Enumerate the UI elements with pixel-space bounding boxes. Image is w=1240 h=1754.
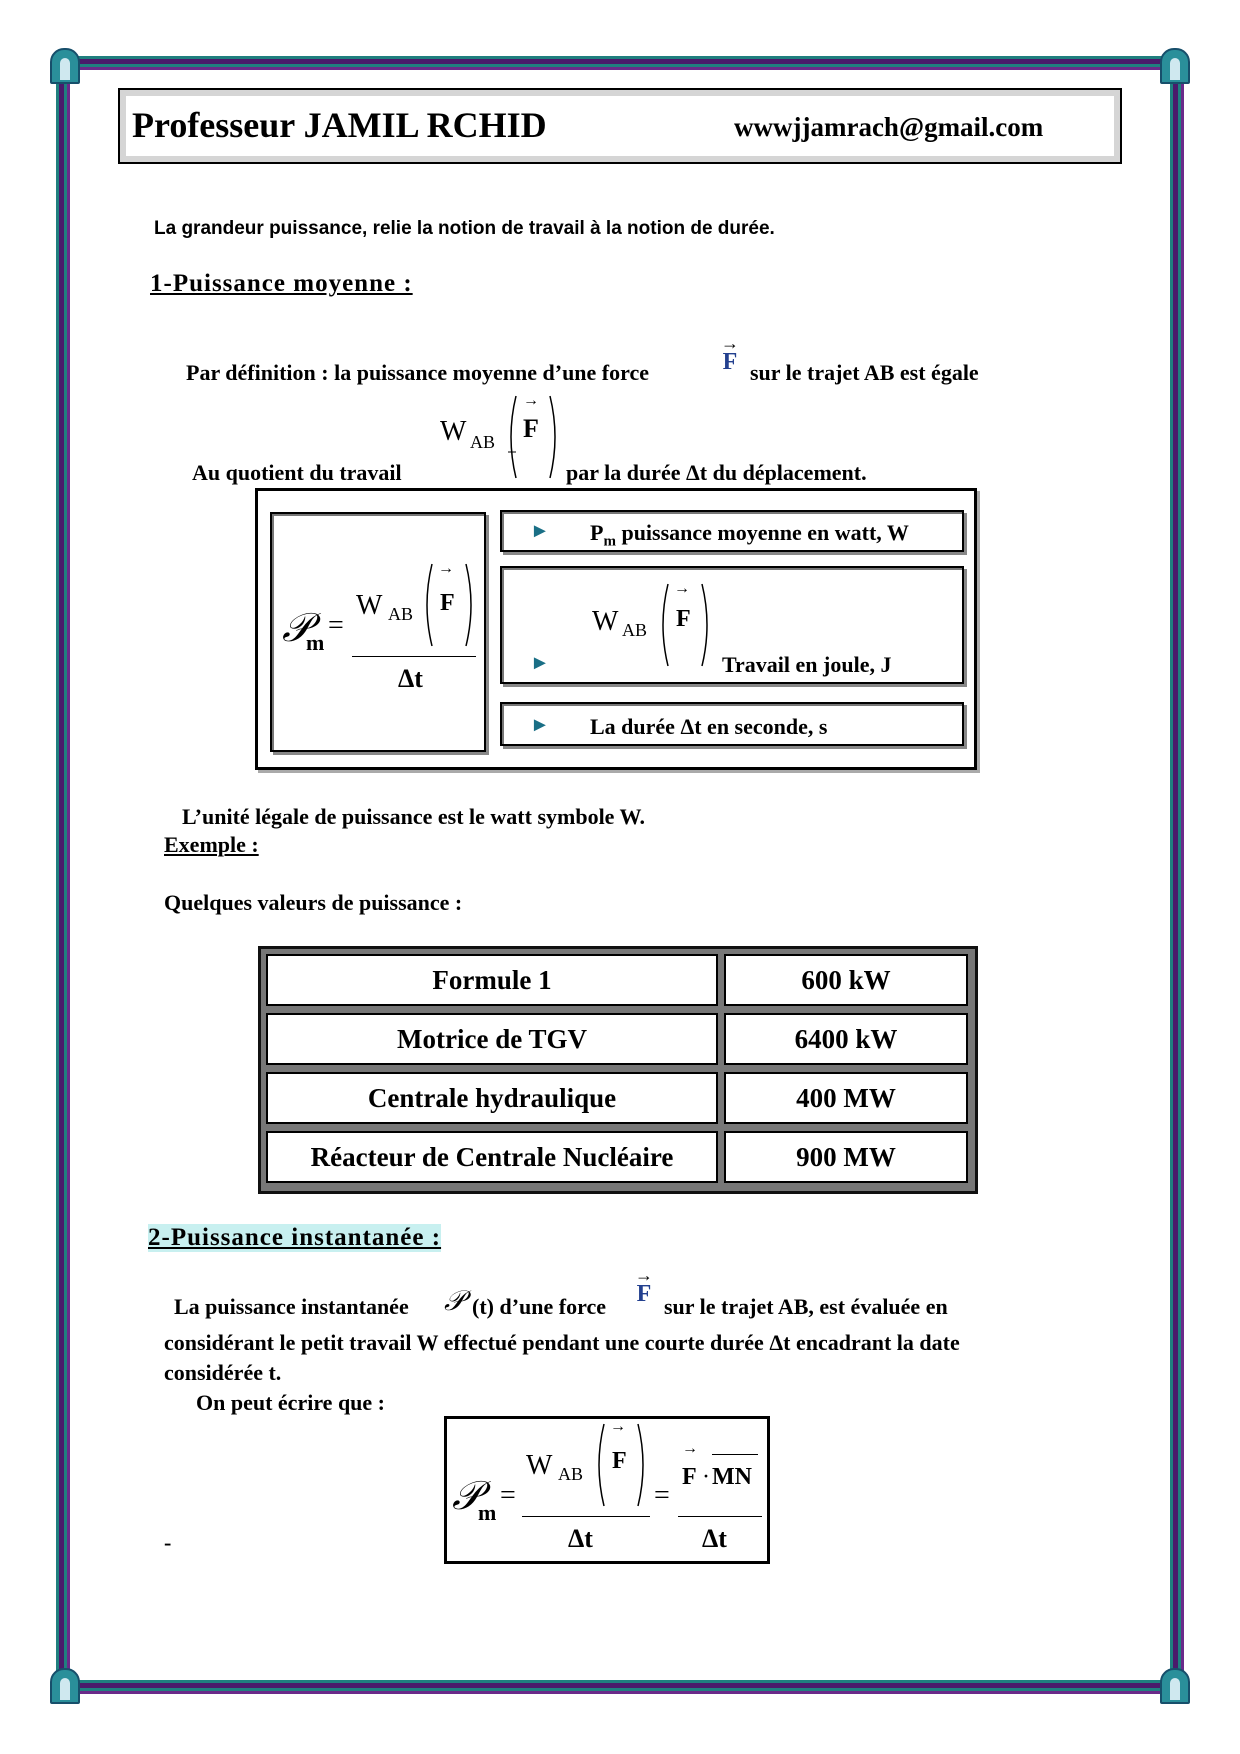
- vector-arrow-icon: →: [610, 1418, 626, 1435]
- mn-vector: MN: [712, 1464, 752, 1490]
- w-symbol: W: [592, 606, 619, 637]
- delta-t: Δt: [568, 1524, 593, 1553]
- section1-title: 1-Puissance moyenne :: [150, 270, 413, 297]
- table-row-name: Réacteur de Centrale Nucléaire: [266, 1131, 718, 1183]
- bullet-icon: ►: [530, 714, 550, 736]
- page-border-left: [56, 60, 70, 1695]
- f-letter: F: [682, 1464, 697, 1490]
- vector-arrow-icon: →: [721, 333, 739, 353]
- legend-duration: La durée Δt en seconde, s: [590, 714, 828, 739]
- pm-text: puissance moyenne en watt, W: [621, 520, 909, 545]
- table-row-value: 400 MW: [724, 1072, 968, 1124]
- instant-line1-part3: sur le trajet AB, est évaluée en: [664, 1294, 948, 1319]
- corner-ornament-top-left-icon: [50, 48, 80, 84]
- legend-work: Travail en joule, J: [722, 652, 892, 677]
- table-row-value: 600 kW: [724, 954, 968, 1006]
- vector-letter: F: [722, 349, 738, 375]
- vector-arrow-icon: →: [523, 392, 539, 409]
- table-row-value: 900 MW: [724, 1131, 968, 1183]
- trailing-dash: -: [164, 1530, 172, 1555]
- instant-line4: On peut écrire que :: [196, 1390, 386, 1415]
- definition-part1: Par définition : la puissance moyenne d’une force: [186, 360, 650, 385]
- quotient-part1: Au quotient du travail: [192, 460, 402, 485]
- corner-ornament-bottom-right-icon: [1160, 1668, 1190, 1704]
- equals-sign: =: [328, 610, 344, 641]
- m-subscript: m: [306, 630, 325, 655]
- quotient-part2: par la durée Δt du déplacement.: [566, 460, 867, 485]
- vector-f-symbol: [632, 1265, 656, 1307]
- vector-arrow-icon: →: [682, 1440, 698, 1457]
- f-letter: F: [440, 590, 455, 616]
- dot-product: ·: [702, 1464, 710, 1490]
- author-email: wwwjjamrach@gmail.com: [734, 112, 1044, 142]
- ab-subscript: AB: [470, 432, 496, 452]
- instant-line3: considérée t.: [164, 1360, 282, 1385]
- definition-part2: sur le trajet AB est égale: [750, 360, 979, 385]
- vector-letter: F: [636, 1281, 652, 1307]
- table-row-name: Formule 1: [266, 954, 718, 1006]
- page-border-bottom: [60, 1680, 1180, 1694]
- fraction-bar: [522, 1516, 650, 1517]
- instant-power-formula: [450, 1418, 766, 1560]
- f-letter: F: [523, 414, 539, 443]
- vector-arrow-icon: →: [674, 580, 690, 597]
- power-symbol: 𝒫: [452, 1473, 481, 1518]
- pm-subscript: m: [603, 533, 616, 550]
- vector-f-symbol: [718, 333, 742, 375]
- instant-line1-part1: La puissance instantanée: [174, 1294, 409, 1319]
- pm-symbol: P: [590, 520, 604, 545]
- vector-arrow-icon: →: [438, 560, 454, 577]
- ab-subscript: AB: [558, 1464, 584, 1484]
- work-expression-legend: [592, 580, 722, 670]
- author-name: Professeur JAMIL RCHID: [132, 105, 547, 145]
- ab-subscript: AB: [388, 604, 414, 624]
- equals-sign: =: [500, 1480, 516, 1511]
- bullet-icon: ►: [530, 520, 550, 542]
- w-symbol: W: [356, 590, 383, 621]
- corner-ornament-bottom-left-icon: [50, 1668, 80, 1704]
- fraction-bar: [352, 656, 476, 657]
- m-subscript: m: [478, 1500, 497, 1525]
- instant-line2: considérant le petit travail W effectué pendant une courte durée Δt encadrant la date: [164, 1330, 960, 1355]
- page-border-top: [60, 56, 1180, 70]
- equals-sign: =: [654, 1480, 670, 1511]
- power-symbol: 𝒫: [282, 605, 311, 650]
- section2-title: 2-Puissance instantanée :: [148, 1224, 442, 1251]
- table-row-name: Motrice de TGV: [266, 1013, 718, 1065]
- f-letter: F: [612, 1448, 627, 1474]
- mn-vector-arrow: [712, 1454, 758, 1455]
- page-border-right: [1170, 60, 1184, 1695]
- w-symbol: W: [526, 1450, 553, 1481]
- unit-sentence: L’unité légale de puissance est le watt symbole W.: [182, 804, 646, 829]
- f-letter: F: [676, 606, 691, 632]
- intro-text: La grandeur puissance, relie la notion de travail à la notion de durée.: [154, 218, 775, 239]
- values-intro: Quelques valeurs de puissance :: [164, 890, 463, 915]
- ab-subscript: AB: [622, 620, 648, 640]
- bullet-icon: ►: [530, 652, 550, 674]
- fraction-bar: [678, 1516, 762, 1517]
- delta-t: Δt: [702, 1524, 727, 1553]
- instant-line1-part2: (t) d’une force: [472, 1294, 606, 1319]
- work-expression: [440, 392, 560, 482]
- mean-power-formula: [280, 560, 480, 700]
- table-row-value: 6400 kW: [724, 1013, 968, 1065]
- delta-t: Δt: [398, 664, 423, 693]
- w-symbol: W: [440, 416, 467, 447]
- instant-power-symbol: 𝒫: [444, 1286, 465, 1317]
- legend-mean-power: [590, 520, 909, 550]
- table-row-name: Centrale hydraulique: [266, 1072, 718, 1124]
- corner-ornament-top-right-icon: [1160, 48, 1190, 84]
- vector-arrow-icon: →: [635, 1265, 653, 1285]
- example-label: Exemple :: [164, 832, 259, 857]
